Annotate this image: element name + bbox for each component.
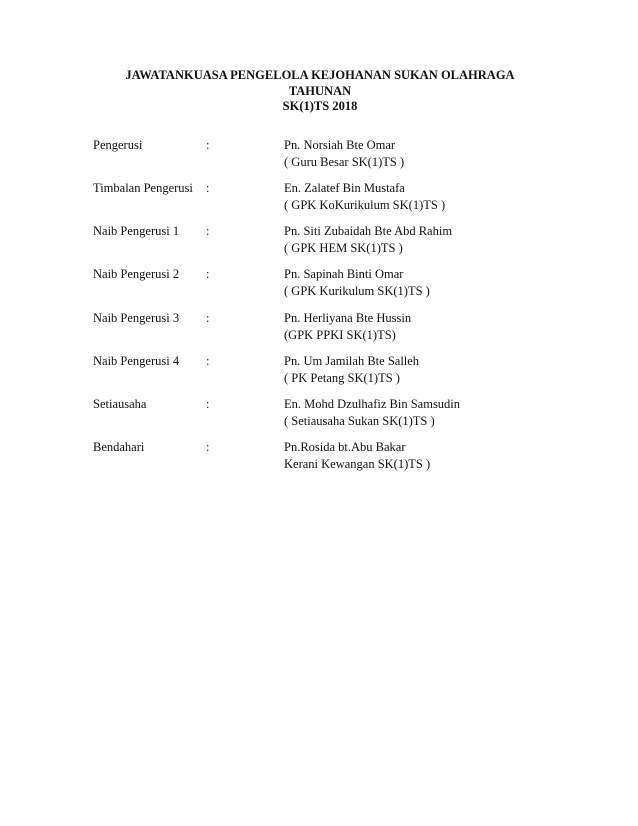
- role-label: Naib Pengerusi 1: [93, 224, 180, 238]
- member-details: [284, 180, 445, 214]
- role-label: Pengerusi: [93, 138, 143, 152]
- role-label: Timbalan Pengerusi: [93, 181, 193, 195]
- member-name: En. Mohd Dzulhafiz Bin Samsudin: [284, 397, 461, 411]
- member-details: [284, 310, 411, 344]
- member-name: En. Zalatef Bin Mustafa: [284, 181, 405, 195]
- role-label: Setiausaha: [93, 397, 147, 411]
- member-position: ( Guru Besar SK(1)TS ): [284, 155, 405, 169]
- separator: :: [206, 354, 210, 368]
- member-position: ( GPK Kurikulum SK(1)TS ): [284, 284, 430, 298]
- role-label: Naib Pengerusi 3: [93, 311, 180, 325]
- member-name: Pn.Rosida bt.Abu Bakar: [284, 440, 406, 454]
- member-name: Pn. Siti Zubaidah Bte Abd Rahim: [284, 224, 453, 238]
- member-name: Pn. Sapinah Binti Omar: [284, 267, 404, 281]
- separator: :: [206, 311, 210, 325]
- member-details: [284, 396, 460, 430]
- member-details: [284, 223, 452, 257]
- member-details: [284, 439, 430, 473]
- member-position: ( GPK KoKurikulum SK(1)TS ): [284, 198, 446, 212]
- member-position: ( PK Petang SK(1)TS ): [284, 371, 400, 385]
- member-name: Pn. Um Jamilah Bte Salleh: [284, 354, 420, 368]
- member-details: [284, 137, 404, 171]
- role-label: Bendahari: [93, 440, 145, 454]
- member-position: ( GPK HEM SK(1)TS ): [284, 241, 403, 255]
- separator: :: [206, 138, 210, 152]
- separator: :: [206, 440, 210, 454]
- role-label: Naib Pengerusi 2: [93, 267, 180, 281]
- member-details: [284, 266, 430, 300]
- member-position: Kerani Kewangan SK(1)TS ): [284, 457, 431, 471]
- member-position: ( Setiausaha Sukan SK(1)TS ): [284, 414, 435, 428]
- document-title: [80, 68, 560, 115]
- title-line-2: TAHUNAN: [288, 83, 352, 98]
- member-name: Pn. Herliyana Bte Hussin: [284, 311, 412, 325]
- member-position: (GPK PPKI SK(1)TS): [284, 328, 396, 342]
- separator: :: [206, 267, 210, 281]
- separator: :: [206, 397, 210, 411]
- member-details: [284, 353, 419, 387]
- title-line-1: JAWATANKUASA PENGELOLA KEJOHANAN SUKAN OLAHRAGA: [125, 68, 515, 82]
- role-label: Naib Pengerusi 4: [93, 354, 180, 368]
- member-name: Pn. Norsiah Bte Omar: [284, 138, 396, 152]
- separator: :: [206, 181, 210, 195]
- separator: :: [206, 224, 210, 238]
- title-line-3: SK(1)TS 2018: [282, 99, 358, 113]
